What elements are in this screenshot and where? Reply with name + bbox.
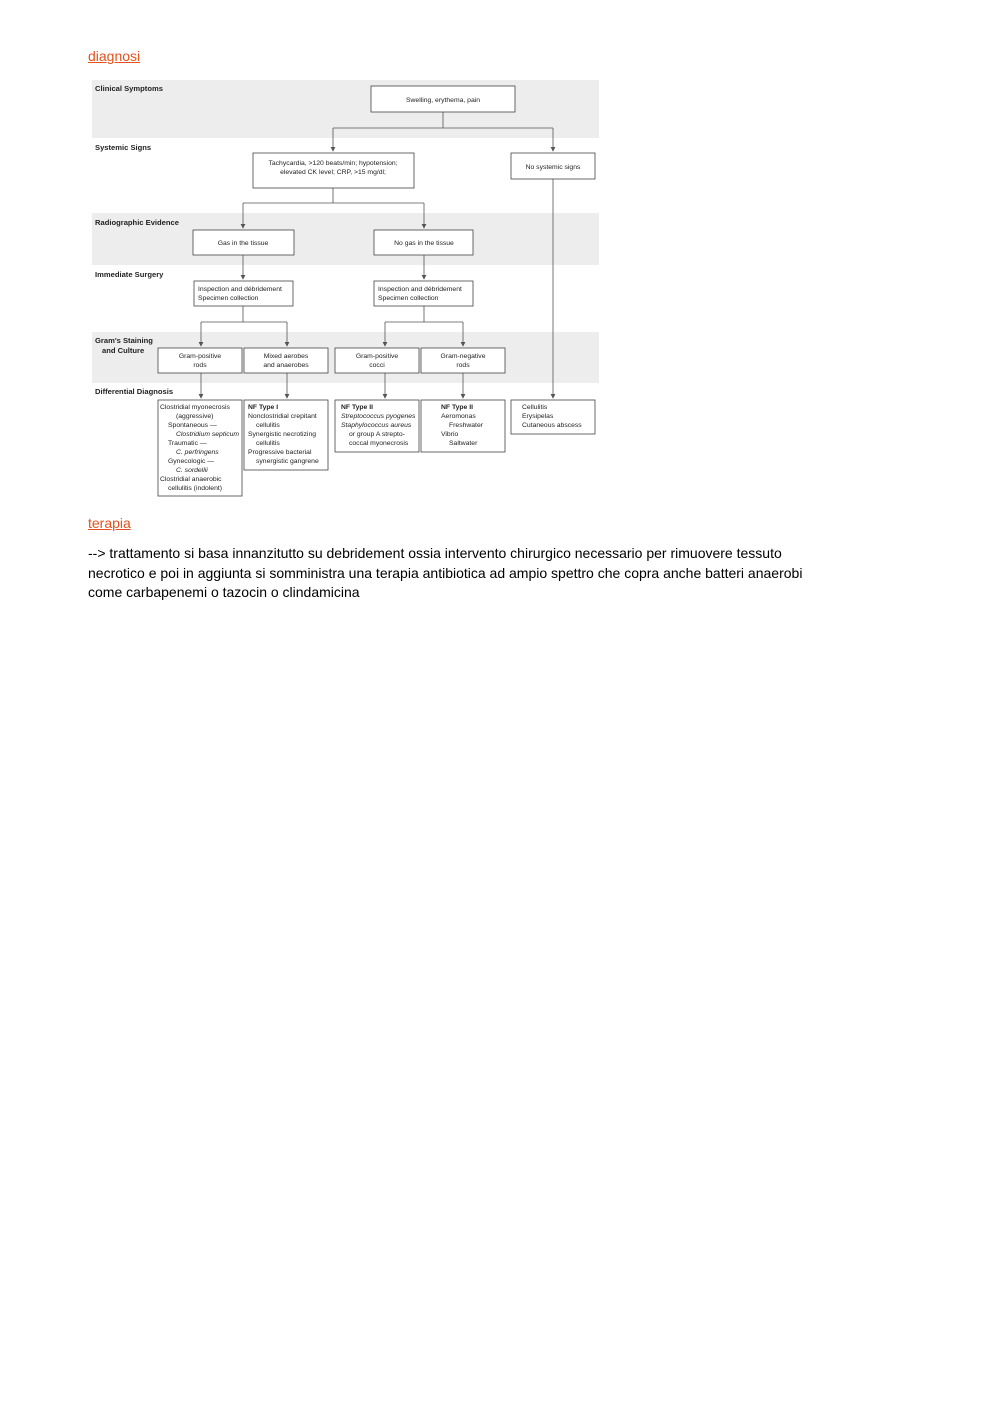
node-systemic-text: elevated CK level; CRP, >15 mg/dl;: [280, 169, 386, 176]
node-nf2b-text: Vibrio: [441, 431, 459, 438]
node-nf1-text: synergistic gangrene: [256, 458, 319, 465]
node-nf1-text: Nonclostridial crepitant: [248, 413, 317, 420]
paragraph-line: necrotico e poi in aggiunta si somministra una terapia antibiotica ad ampio spettro che copra anche batteri anaerobi: [88, 564, 803, 581]
node-clostridial-text: Clostridial anaerobic: [160, 476, 222, 483]
band-clinical: [92, 80, 599, 138]
node-clostridial-text: Gynecologic —: [168, 458, 215, 465]
node-gram-pos-rods-text: Gram-positive: [178, 353, 222, 360]
node-gram-neg-rods-text: Gram-negative: [440, 353, 486, 360]
row-label-systemic: Systemic Signs: [95, 143, 152, 152]
node-gram-neg-rods-text: rods: [456, 362, 470, 369]
node-nf2a-text: NF Type II: [341, 404, 373, 411]
node-inspection-left-text: Specimen collection: [198, 295, 259, 302]
node-clostridial-text: Clostridium septicum: [176, 431, 240, 438]
node-nf2a-text: Staphylococcus aureus: [341, 422, 412, 429]
paragraph-line: come carbapenemi o tazocin o clindamicina: [88, 584, 360, 600]
node-nf1-text: Synergistic necrotizing: [248, 431, 316, 438]
node-symptoms-text: Swelling, erythema, pain: [405, 97, 481, 104]
diagnosis-flowchart: [92, 80, 599, 501]
row-label-gram-2: and Culture: [102, 346, 145, 355]
node-gram-pos-cocci-text: Gram-positive: [355, 353, 399, 360]
section-link-terapia[interactable]: terapia: [88, 515, 131, 531]
node-mixed-text: and anaerobes: [263, 362, 309, 369]
node-nf1-text: Progressive bacterial: [248, 449, 312, 456]
node-inspection-left-box: [194, 281, 293, 306]
node-nf2b-text: Freshwater: [449, 422, 483, 429]
node-mixed-box: [244, 348, 328, 373]
node-clostridial-text: C. perfringens: [176, 449, 219, 456]
section-link-diagnosi[interactable]: diagnosi: [88, 48, 141, 64]
band-surgery: [92, 265, 599, 332]
node-inspection-right-box: [374, 281, 473, 306]
node-clostridial-text: Traumatic —: [168, 440, 207, 447]
node-gram-pos-cocci-text: cocci: [369, 362, 385, 369]
row-label-differential: Differential Diagnosis: [95, 387, 174, 396]
node-clostridial-text: Clostridial myonecrosis: [160, 404, 230, 411]
node-nf1-text: cellulitis: [256, 440, 280, 447]
row-label-clinical: Clinical Symptoms: [95, 84, 163, 93]
therapy-paragraph: [88, 544, 848, 603]
node-inspection-right-text: Specimen collection: [378, 295, 439, 302]
node-nf2b-text: NF Type II: [441, 404, 473, 411]
node-no-gas-text: No gas in the tissue: [394, 240, 454, 247]
node-mixed-text: Mixed aerobes: [263, 353, 309, 360]
node-gram-pos-rods-box: [158, 348, 242, 373]
node-gram-pos-cocci-box: [335, 348, 419, 373]
node-inspection-left-text: Inspection and débridement: [198, 286, 282, 293]
node-clostridial-text: C. sordellii: [176, 467, 208, 474]
node-clostridial-text: (aggressive): [176, 413, 214, 420]
node-gas-text: Gas in the tissue: [217, 240, 269, 247]
node-inspection-right-text: Inspection and débridement: [378, 286, 462, 293]
node-nf1-text: cellulitis: [256, 422, 280, 429]
node-nf2b-text: Saltwater: [449, 440, 478, 447]
node-nf1-text: NF Type I: [248, 404, 279, 411]
node-cellulitis-text: Erysipelas: [522, 413, 554, 420]
node-nf2b-text: Aeromonas: [441, 413, 476, 420]
paragraph-line: --> trattamento si basa innanzitutto su debridement ossia intervento chirurgico necessario per rimuovere tessuto: [88, 545, 782, 561]
node-clostridial-text: cellulitis (indolent): [168, 485, 223, 492]
row-label-gram-1: Gram's Staining: [95, 336, 153, 345]
node-no-systemic-text: No systemic signs: [525, 164, 581, 171]
node-nf2a-text: or group A strepto-: [349, 431, 405, 438]
node-cellulitis-text: Cutaneous abscess: [522, 422, 582, 429]
node-gram-neg-rods-box: [421, 348, 505, 373]
node-systemic-text: Tachycardia, >120 beats/min; hypotension;: [268, 160, 398, 167]
node-gram-pos-rods-text: rods: [193, 362, 207, 369]
node-nf2a-text: Streptococcus pyogenes: [341, 413, 416, 420]
node-cellulitis-text: Cellulitis: [522, 404, 548, 411]
node-clostridial-text: Spontaneous —: [168, 422, 217, 429]
row-label-surgery: Immediate Surgery: [95, 270, 164, 279]
node-nf2a-text: coccal myonecrosis: [349, 440, 409, 447]
row-label-radiographic: Radiographic Evidence: [95, 218, 179, 227]
